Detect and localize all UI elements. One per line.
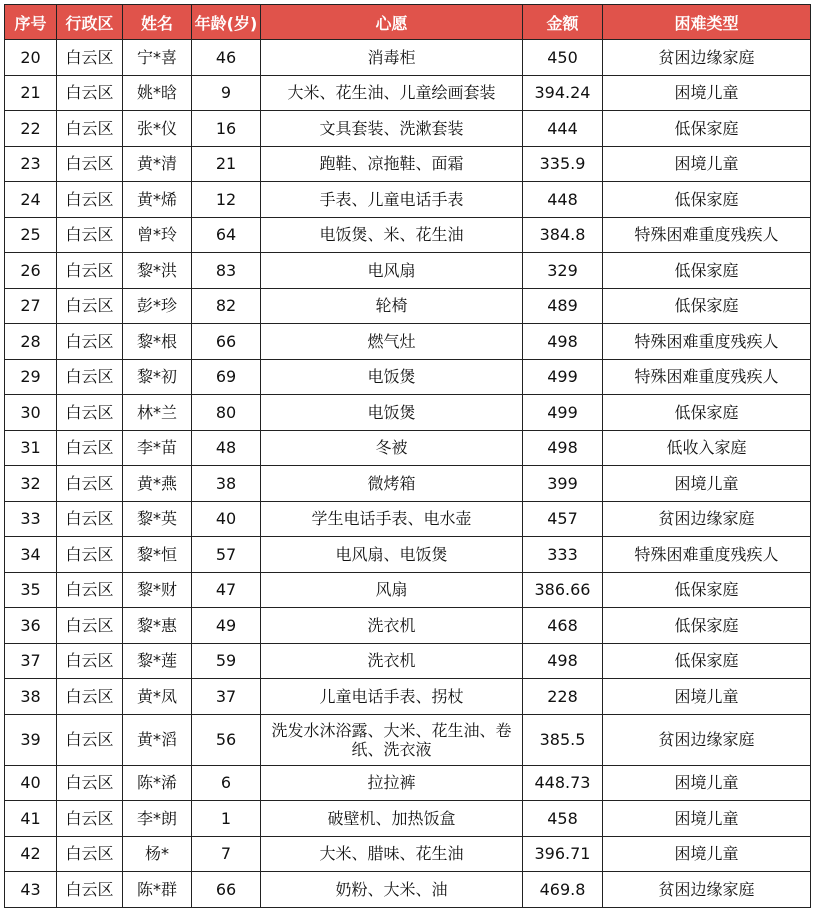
cell-age: 1: [192, 801, 261, 837]
cell-wish: [261, 182, 523, 218]
table-row: [5, 714, 811, 765]
cell-district: 白云区: [57, 217, 123, 253]
table-row: [5, 801, 811, 837]
cell-name: 黄*清: [123, 146, 192, 182]
cell-age: 64: [192, 217, 261, 253]
cell-age: 69: [192, 359, 261, 395]
cell-district: 白云区: [57, 466, 123, 502]
cell-type: 特殊困难重度残疾人: [603, 324, 811, 360]
cell-district: 白云区: [57, 395, 123, 431]
wish-text: 轮椅: [375, 296, 408, 316]
cell-age: 12: [192, 182, 261, 218]
cell-wish: [261, 395, 523, 431]
cell-amount: 458: [523, 801, 603, 837]
table-row: [5, 75, 811, 111]
wish-text: 风扇: [375, 580, 408, 600]
cell-district: 白云区: [57, 146, 123, 182]
cell-type: 贫困边缘家庭: [603, 714, 811, 765]
wish-text: 电饭煲: [367, 367, 416, 387]
wish-text: 大米、花生油、儿童绘画套装: [287, 83, 496, 103]
cell-age: 47: [192, 572, 261, 608]
cell-district: 白云区: [57, 679, 123, 715]
cell-district: 白云区: [57, 872, 123, 908]
cell-seq: 37: [5, 643, 57, 679]
cell-wish: [261, 608, 523, 644]
cell-name: 张*仪: [123, 111, 192, 147]
cell-type: 特殊困难重度残疾人: [603, 359, 811, 395]
header-type: 困难类型: [603, 5, 811, 40]
cell-wish: [261, 714, 523, 765]
cell-district: 白云区: [57, 182, 123, 218]
cell-age: 59: [192, 643, 261, 679]
cell-seq: 26: [5, 253, 57, 289]
cell-type: 困境儿童: [603, 801, 811, 837]
wish-text: 学生电话手表、电水壶: [311, 509, 472, 529]
cell-name: 宁*喜: [123, 40, 192, 76]
wish-text: 手表、儿童电话手表: [319, 189, 464, 209]
wish-text: 洗衣机: [367, 651, 416, 671]
cell-seq: 29: [5, 359, 57, 395]
header-age: 年龄(岁): [192, 5, 261, 40]
table-row: [5, 765, 811, 801]
table-row: [5, 253, 811, 289]
cell-age: 9: [192, 75, 261, 111]
cell-type: 低收入家庭: [603, 430, 811, 466]
wish-text: 大米、腊味、花生油: [319, 844, 464, 864]
cell-wish: [261, 430, 523, 466]
table-row: [5, 395, 811, 431]
table-row: [5, 182, 811, 218]
cell-seq: 32: [5, 466, 57, 502]
cell-wish: [261, 801, 523, 837]
cell-wish: [261, 359, 523, 395]
table-row: [5, 836, 811, 872]
cell-district: 白云区: [57, 111, 123, 147]
cell-type: 低保家庭: [603, 182, 811, 218]
cell-wish: [261, 288, 523, 324]
cell-age: 83: [192, 253, 261, 289]
cell-amount: 399: [523, 466, 603, 502]
cell-name: 黎*洪: [123, 253, 192, 289]
cell-age: 56: [192, 714, 261, 765]
cell-wish: [261, 765, 523, 801]
cell-wish: [261, 836, 523, 872]
cell-name: 陈*群: [123, 872, 192, 908]
cell-seq: 36: [5, 608, 57, 644]
cell-amount: 333: [523, 537, 603, 573]
cell-district: 白云区: [57, 714, 123, 765]
cell-age: 46: [192, 40, 261, 76]
cell-type: 低保家庭: [603, 643, 811, 679]
cell-amount: 499: [523, 359, 603, 395]
cell-type: 低保家庭: [603, 253, 811, 289]
wish-list-table-container: [4, 4, 810, 908]
cell-district: 白云区: [57, 40, 123, 76]
cell-wish: [261, 643, 523, 679]
table-row: [5, 359, 811, 395]
cell-age: 66: [192, 324, 261, 360]
cell-name: 黄*烯: [123, 182, 192, 218]
cell-wish: [261, 40, 523, 76]
cell-type: 低保家庭: [603, 395, 811, 431]
cell-seq: 43: [5, 872, 57, 908]
cell-district: 白云区: [57, 643, 123, 679]
table-row: [5, 872, 811, 908]
cell-wish: [261, 253, 523, 289]
cell-type: 贫困边缘家庭: [603, 501, 811, 537]
cell-seq: 33: [5, 501, 57, 537]
table-row: [5, 111, 811, 147]
cell-amount: 499: [523, 395, 603, 431]
cell-amount: 335.9: [523, 146, 603, 182]
cell-name: 黎*英: [123, 501, 192, 537]
cell-seq: 27: [5, 288, 57, 324]
cell-wish: [261, 111, 523, 147]
cell-district: 白云区: [57, 765, 123, 801]
cell-seq: 24: [5, 182, 57, 218]
cell-age: 66: [192, 872, 261, 908]
cell-seq: 35: [5, 572, 57, 608]
wish-text: 洗发水沐浴露、大米、花生油、卷纸、洗衣液: [271, 720, 512, 759]
cell-type: 困境儿童: [603, 146, 811, 182]
cell-name: 杨*: [123, 836, 192, 872]
cell-name: 黎*初: [123, 359, 192, 395]
cell-seq: 38: [5, 679, 57, 715]
cell-district: 白云区: [57, 75, 123, 111]
cell-name: 黄*凤: [123, 679, 192, 715]
cell-age: 48: [192, 430, 261, 466]
cell-type: 低保家庭: [603, 111, 811, 147]
cell-name: 黎*莲: [123, 643, 192, 679]
table-row: [5, 40, 811, 76]
cell-amount: 396.71: [523, 836, 603, 872]
cell-seq: 30: [5, 395, 57, 431]
cell-amount: 329: [523, 253, 603, 289]
cell-seq: 41: [5, 801, 57, 837]
wish-text: 奶粉、大米、油: [335, 879, 448, 899]
wish-text: 电饭煲: [367, 402, 416, 422]
cell-age: 37: [192, 679, 261, 715]
table-row: [5, 146, 811, 182]
table-row: [5, 324, 811, 360]
cell-type: 贫困边缘家庭: [603, 872, 811, 908]
cell-amount: 498: [523, 643, 603, 679]
cell-type: 困境儿童: [603, 836, 811, 872]
cell-name: 黎*恒: [123, 537, 192, 573]
table-row: [5, 643, 811, 679]
cell-wish: [261, 217, 523, 253]
table-body: [5, 40, 811, 908]
cell-age: 6: [192, 765, 261, 801]
cell-age: 38: [192, 466, 261, 502]
cell-wish: [261, 75, 523, 111]
cell-amount: 498: [523, 324, 603, 360]
cell-amount: 448: [523, 182, 603, 218]
cell-type: 贫困边缘家庭: [603, 40, 811, 76]
cell-type: 困境儿童: [603, 466, 811, 502]
table-row: [5, 466, 811, 502]
wish-text: 电风扇、电饭煲: [335, 544, 448, 564]
cell-wish: [261, 872, 523, 908]
cell-amount: 457: [523, 501, 603, 537]
cell-wish: [261, 537, 523, 573]
cell-age: 16: [192, 111, 261, 147]
cell-age: 49: [192, 608, 261, 644]
cell-amount: 498: [523, 430, 603, 466]
table-row: [5, 608, 811, 644]
wish-text: 燃气灶: [367, 331, 416, 351]
table-row: [5, 572, 811, 608]
header-name: 姓名: [123, 5, 192, 40]
cell-name: 李*朗: [123, 801, 192, 837]
cell-amount: 468: [523, 608, 603, 644]
wish-text: 洗衣机: [367, 615, 416, 635]
cell-amount: 450: [523, 40, 603, 76]
wish-text: 消毒柜: [367, 47, 416, 67]
table-header-row: [5, 5, 811, 40]
cell-seq: 40: [5, 765, 57, 801]
cell-wish: [261, 679, 523, 715]
cell-age: 80: [192, 395, 261, 431]
cell-name: 黎*惠: [123, 608, 192, 644]
table-row: [5, 679, 811, 715]
cell-district: 白云区: [57, 359, 123, 395]
cell-amount: 394.24: [523, 75, 603, 111]
cell-wish: [261, 324, 523, 360]
header-amount: 金额: [523, 5, 603, 40]
cell-amount: 469.8: [523, 872, 603, 908]
cell-name: 黄*燕: [123, 466, 192, 502]
cell-seq: 21: [5, 75, 57, 111]
cell-amount: 228: [523, 679, 603, 715]
cell-district: 白云区: [57, 801, 123, 837]
cell-type: 低保家庭: [603, 288, 811, 324]
cell-amount: 386.66: [523, 572, 603, 608]
table-row: [5, 288, 811, 324]
cell-type: 困境儿童: [603, 679, 811, 715]
cell-type: 特殊困难重度残疾人: [603, 217, 811, 253]
cell-type: 困境儿童: [603, 765, 811, 801]
wish-text: 文具套装、洗漱套装: [319, 118, 464, 138]
header-seq: 序号: [5, 5, 57, 40]
wish-text: 破壁机、加热饭盒: [327, 808, 456, 828]
cell-age: 21: [192, 146, 261, 182]
cell-seq: 22: [5, 111, 57, 147]
cell-district: 白云区: [57, 537, 123, 573]
cell-wish: [261, 146, 523, 182]
wish-text: 电风扇: [367, 260, 416, 280]
table-row: [5, 537, 811, 573]
cell-age: 40: [192, 501, 261, 537]
cell-name: 姚*晗: [123, 75, 192, 111]
cell-type: 低保家庭: [603, 608, 811, 644]
cell-name: 陈*浠: [123, 765, 192, 801]
wish-list-table: [4, 4, 811, 908]
wish-text: 跑鞋、凉拖鞋、面霜: [319, 154, 464, 174]
cell-seq: 34: [5, 537, 57, 573]
header-wish: 心愿: [261, 5, 523, 40]
cell-age: 57: [192, 537, 261, 573]
cell-seq: 31: [5, 430, 57, 466]
wish-text: 电饭煲、米、花生油: [319, 225, 464, 245]
cell-district: 白云区: [57, 572, 123, 608]
cell-seq: 23: [5, 146, 57, 182]
table-row: [5, 501, 811, 537]
cell-wish: [261, 501, 523, 537]
cell-district: 白云区: [57, 288, 123, 324]
cell-amount: 489: [523, 288, 603, 324]
header-district: 行政区: [57, 5, 123, 40]
cell-type: 特殊困难重度残疾人: [603, 537, 811, 573]
cell-name: 黎*财: [123, 572, 192, 608]
cell-type: 困境儿童: [603, 75, 811, 111]
cell-wish: [261, 466, 523, 502]
cell-name: 曾*玲: [123, 217, 192, 253]
wish-text: 拉拉裤: [367, 773, 416, 793]
cell-district: 白云区: [57, 836, 123, 872]
cell-name: 李*苗: [123, 430, 192, 466]
table-row: [5, 217, 811, 253]
cell-name: 黎*根: [123, 324, 192, 360]
wish-text: 冬被: [375, 438, 408, 458]
cell-amount: 384.8: [523, 217, 603, 253]
cell-name: 黄*滔: [123, 714, 192, 765]
cell-district: 白云区: [57, 608, 123, 644]
cell-district: 白云区: [57, 430, 123, 466]
table-row: [5, 430, 811, 466]
cell-seq: 39: [5, 714, 57, 765]
cell-name: 彭*珍: [123, 288, 192, 324]
cell-age: 82: [192, 288, 261, 324]
cell-age: 7: [192, 836, 261, 872]
cell-seq: 25: [5, 217, 57, 253]
cell-amount: 444: [523, 111, 603, 147]
cell-amount: 385.5: [523, 714, 603, 765]
cell-type: 低保家庭: [603, 572, 811, 608]
cell-seq: 20: [5, 40, 57, 76]
cell-name: 林*兰: [123, 395, 192, 431]
wish-text: 儿童电话手表、拐杖: [319, 686, 464, 706]
cell-wish: [261, 572, 523, 608]
cell-amount: 448.73: [523, 765, 603, 801]
cell-district: 白云区: [57, 253, 123, 289]
cell-district: 白云区: [57, 324, 123, 360]
wish-text: 微烤箱: [367, 473, 416, 493]
cell-seq: 28: [5, 324, 57, 360]
cell-seq: 42: [5, 836, 57, 872]
cell-district: 白云区: [57, 501, 123, 537]
